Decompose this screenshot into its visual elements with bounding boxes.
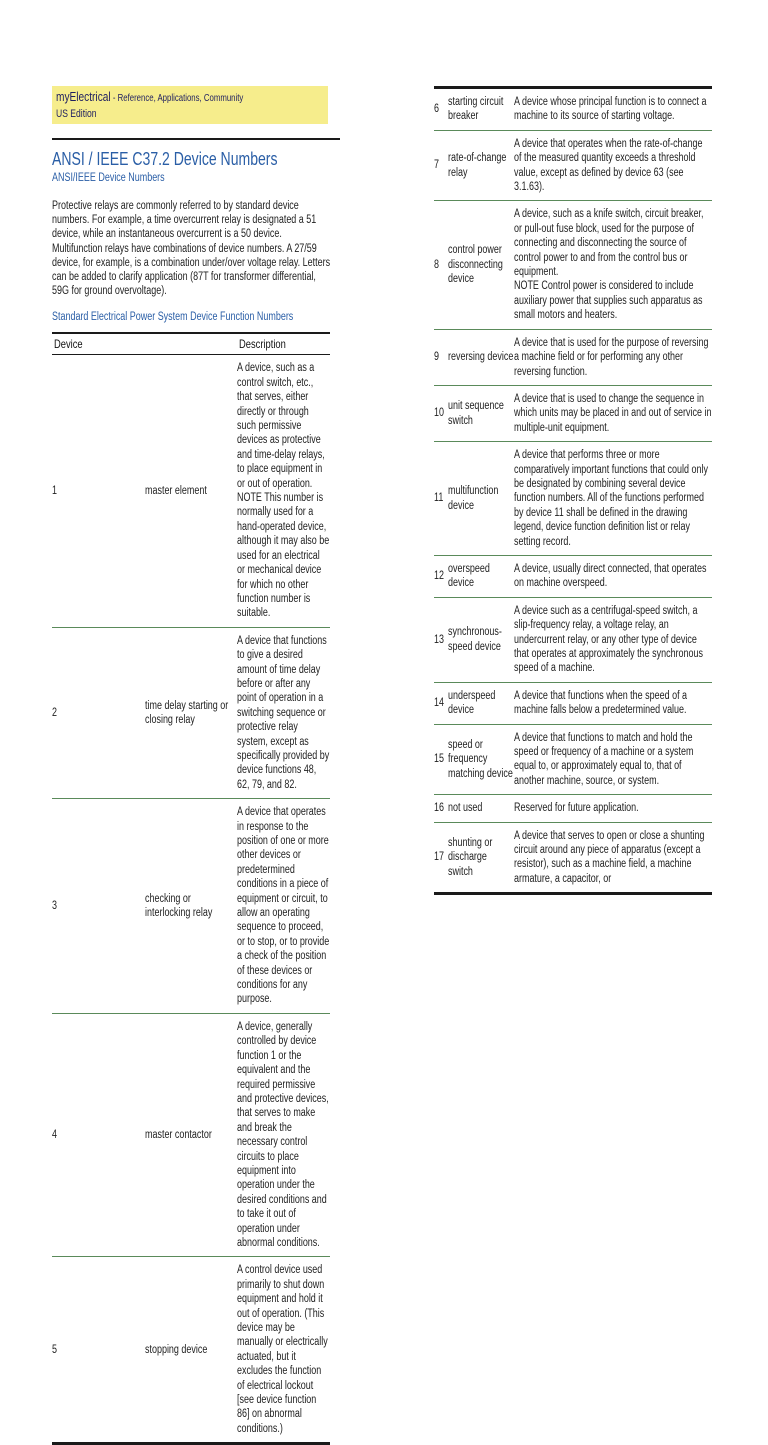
device-name: rate-of-change relay xyxy=(448,130,514,201)
device-number: 6 xyxy=(434,88,448,131)
device-number: 4 xyxy=(52,1013,145,1257)
device-table-right xyxy=(434,86,712,895)
table-row xyxy=(434,724,712,795)
table-row xyxy=(434,822,712,894)
page-title: ANSI / IEEE C37.2 Device Numbers xyxy=(52,149,278,169)
description-column-header: Description xyxy=(237,333,330,355)
device-number: 10 xyxy=(434,385,448,441)
device-number: 7 xyxy=(434,130,448,201)
brand-tagline: - Reference, Applications, Community xyxy=(110,93,244,104)
device-description: A control device used primarily to shut down equipment and hold it out of operation. (This device may be manually or electrically actuated, but it excludes the function of electrical lockout [see device function 86] on abnormal conditions.) xyxy=(237,1257,330,1444)
left-column xyxy=(52,86,332,1445)
intro-paragraph: Protective relays are commonly referred to by standard device numbers. For example, a time overcurrent relay is designated a 51 device, while an instantaneous overcurrent is a 50 device. Multifunction relays have combinations of device numbers. A 27/59 device, for example, is a combination under/over voltage relay. Letters can be added to clarify application (87T for transformer differential, 59G for ground overvoltage). xyxy=(52,200,331,298)
table-row xyxy=(434,201,712,329)
device-name: time delay starting or closing relay xyxy=(145,627,238,798)
device-name: overspeed device xyxy=(448,555,514,597)
device-name: stopping device xyxy=(145,1257,238,1444)
device-description: A device whose principal function is to connect a machine to its source of starting voltage. xyxy=(514,88,712,131)
device-note: NOTE Control power is considered to include auxiliary power that supplies such apparatus as small motors and heaters. xyxy=(514,280,703,322)
table-row xyxy=(434,88,712,131)
table-row xyxy=(52,1257,330,1444)
device-number: 17 xyxy=(434,822,448,894)
table-row xyxy=(434,597,712,682)
table-row xyxy=(434,795,712,822)
device-description: A device that performs three or more comparatively important functions that could only be designated by combining several device function numbers. All of the functions performed by device 11 shall be defined in the drawing legend, device function definition list or relay setting record. xyxy=(514,442,712,556)
table-row xyxy=(52,627,330,798)
device-name: not used xyxy=(448,795,514,822)
device-name: starting circuit breaker xyxy=(448,88,514,131)
device-name: multifunction device xyxy=(448,442,514,556)
table-row xyxy=(434,329,712,385)
device-name: synchronous-speed device xyxy=(448,597,514,682)
device-number: 8 xyxy=(434,201,448,329)
device-name: reversing device xyxy=(448,329,514,385)
device-number: 9 xyxy=(434,329,448,385)
device-name: underspeed device xyxy=(448,682,514,724)
device-number: 13 xyxy=(434,597,448,682)
device-name: speed or frequency matching device xyxy=(448,724,514,795)
device-name: unit sequence switch xyxy=(448,385,514,441)
device-description: A device such as a centrifugal-speed switch, a slip-frequency relay, a voltage relay, an undercurrent relay, or any other type of device that operates at approximately the synchronous speed of a machine. xyxy=(514,597,712,682)
site-banner xyxy=(52,86,328,124)
device-description: A device that operates in response to the position of one or more other devices or predetermined conditions in a piece of equipment or circuit, to allow an operating sequence to proceed, or to stop, or to provide a check of the position of these devices or conditions for any purpose. xyxy=(237,799,330,1014)
table-row xyxy=(434,682,712,724)
device-column-header: Device xyxy=(52,333,237,355)
device-note: NOTE This number is normally used for a hand-operated device, although it may also be used for an electrical or mechanical device for which no other function number is suitable. xyxy=(237,492,330,620)
device-number: 14 xyxy=(434,682,448,724)
device-table-left xyxy=(52,332,330,1445)
device-name: master element xyxy=(145,355,238,627)
device-number: 2 xyxy=(52,627,145,798)
device-description: Reserved for future application. xyxy=(514,795,712,822)
device-name: shunting or discharge switch xyxy=(448,822,514,894)
device-number: 3 xyxy=(52,799,145,1014)
table-row xyxy=(52,355,330,627)
device-description: A device that is used to change the sequence in which units may be placed in and out of service in multiple-unit equipment. xyxy=(514,385,712,441)
page-subtitle: ANSI/IEEE Device Numbers xyxy=(52,172,165,184)
device-number: 1 xyxy=(52,355,145,627)
right-column xyxy=(434,86,714,895)
device-name: checking or interlocking relay xyxy=(145,799,238,1014)
section-title: Standard Electrical Power System Device Function Numbers xyxy=(52,311,294,324)
table-row xyxy=(434,442,712,556)
table-row xyxy=(52,799,330,1014)
table-row xyxy=(434,385,712,441)
table-row xyxy=(434,555,712,597)
device-description: A device, such as a knife switch, circuit breaker, or pull-out fuse block, used for the purpose of connecting and disconnecting the source of control power to and from the control bus or equipment. NOTE Control power is considered to include auxiliary power that supplies such apparatus as small motors and heaters. xyxy=(514,201,712,329)
device-description: A device, generally controlled by device function 1 or the equivalent and the required permissive and protective devices, that serves to make and break the necessary control circuits to place equipment into operation under the desired conditions and to take it out of operation under abnormal conditions. xyxy=(237,1013,330,1257)
brand-name[interactable]: myElectrical xyxy=(56,89,111,104)
device-description: A device that functions when the speed of a machine falls below a predetermined value. xyxy=(514,682,712,724)
device-number: 16 xyxy=(434,795,448,822)
header-rule xyxy=(52,138,340,140)
device-number: 15 xyxy=(434,724,448,795)
device-number: 12 xyxy=(434,555,448,597)
device-description: A device that operates when the rate-of-change of the measured quantity exceeds a threshold value, except as defined by device 63 (see 3.1.63). xyxy=(514,130,712,201)
device-description: A device that functions to give a desired amount of time delay before or after any point of operation in a switching sequence or protective relay system, except as specifically provided by device functions 48, 62, 79, and 82. xyxy=(237,627,330,798)
device-name: master contactor xyxy=(145,1013,238,1257)
device-number: 5 xyxy=(52,1257,145,1444)
table-row xyxy=(52,1013,330,1257)
table-row xyxy=(434,130,712,201)
device-description: A device that functions to match and hold the speed or frequency of a machine or a system equal to, or approximately equal to, that of another machine, source, or system. xyxy=(514,724,712,795)
edition-label: US Edition xyxy=(56,108,97,120)
device-name: control power disconnecting device xyxy=(448,201,514,329)
device-description: A device that is used for the purpose of reversing a machine field or for performing any other reversing function. xyxy=(514,329,712,385)
device-description: A device, usually direct connected, that operates on machine overspeed. xyxy=(514,555,712,597)
device-number: 11 xyxy=(434,442,448,556)
device-description: A device that serves to open or close a shunting circuit around any piece of apparatus (except a resistor), such as a machine field, a machine armature, a capacitor, or xyxy=(514,822,712,894)
device-description: A device, such as a control switch, etc., that serves, either directly or through such permissive devices as protective and time-delay relays, to place equipment in or out of operation. NOTE This number is normally used for a hand-operated device, although it may also be used for an electrical or mechanical device for which no other function number is suitable. xyxy=(237,355,330,627)
